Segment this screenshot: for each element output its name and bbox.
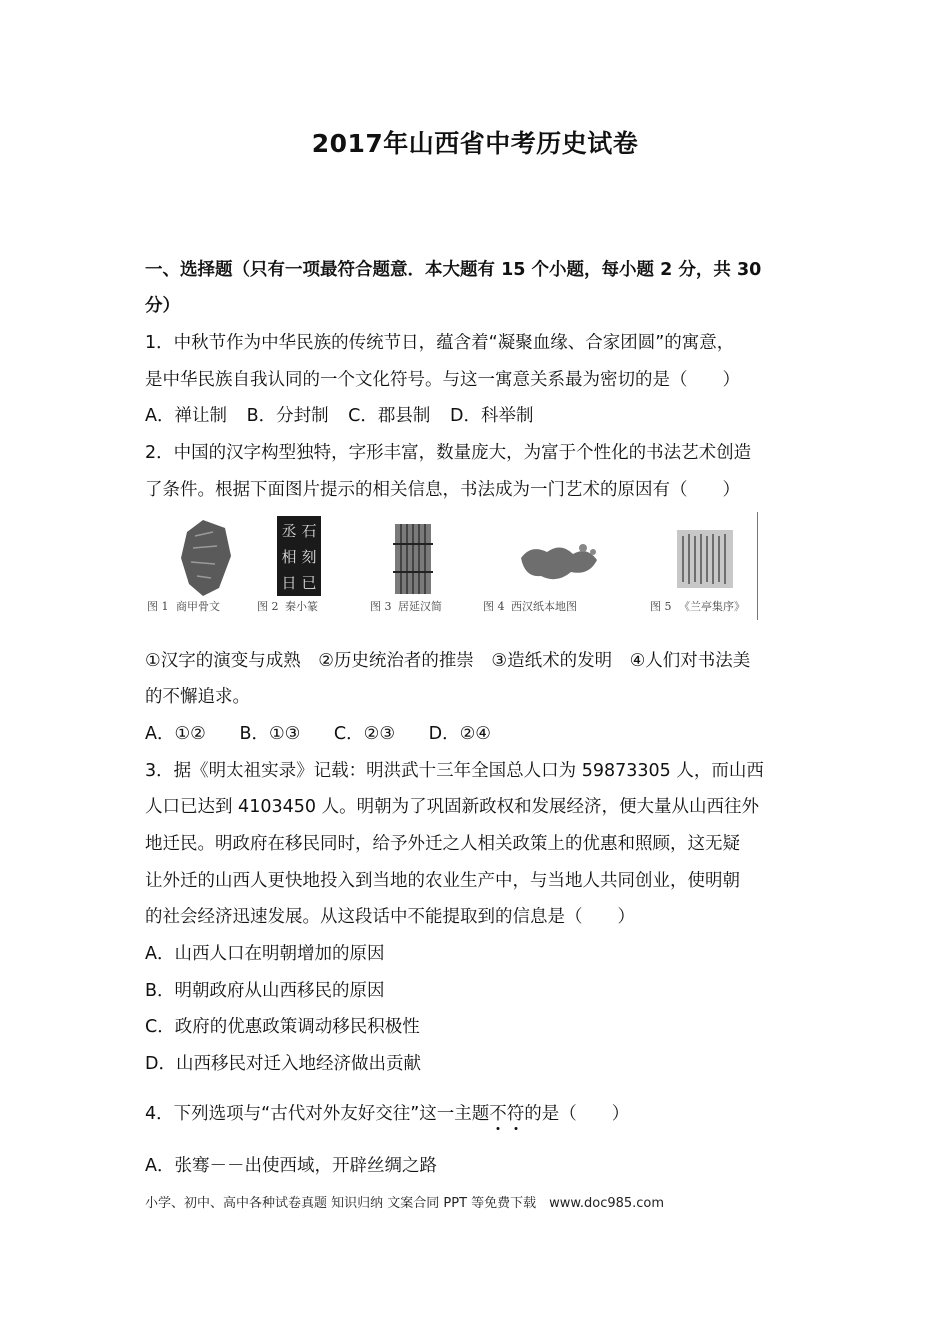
seal-char: 已 (301, 574, 317, 592)
oracle-bone-image (173, 518, 235, 602)
fig3-caption: 居延汉简 (398, 600, 442, 613)
q2-option-a: A．①② (145, 724, 206, 744)
q3-option-a: A．山西人口在明朝增加的原因 (145, 944, 385, 964)
seal-char: 相 (281, 548, 297, 566)
fig1-num: 图 1 (147, 600, 169, 613)
section-heading: 一、选择题（只有一项最符合题意．本大题有 15 个小题，每小题 2 分，共 30 (145, 260, 762, 280)
q4-emphasis-char: 不 (489, 1104, 507, 1124)
bamboo-slips-image (393, 522, 433, 600)
q1-option-d: D．科举制 (449, 406, 534, 426)
fig2-caption: 秦小篆 (285, 600, 318, 613)
fig4-caption: 西汉纸本地图 (511, 600, 577, 613)
fig2-num: 图 2 (257, 600, 279, 613)
q4-emphasis-char: 符 (506, 1104, 525, 1124)
fig5-caption: 《兰亭集序》 (679, 600, 745, 613)
q2-stem: 2．中国的汉字构型独特，字形丰富，数量庞大，为富于个性化的书法艺术创造 (145, 443, 752, 463)
page-footer: 小学、初中、高中各种试卷真题 知识归纳 文案合同 PPT 等免费下载 www.doc985.com (145, 1196, 665, 1211)
q2-option-b: B．①③ (239, 724, 301, 744)
q3-option-d: D．山西移民对迁入地经济做出贡献 (145, 1054, 421, 1074)
q4-stem-post: 的是（ ） (524, 1104, 630, 1124)
figure-divider (757, 512, 758, 620)
q2-figure-strip (145, 512, 760, 622)
q1-option-c: C．郡县制 (348, 406, 431, 426)
seal-char: 日 (281, 574, 297, 592)
q3-stem-4: 让外迁的山西人更快地投入到当地的农业生产中，与当地人共同创业，使明朝 (145, 871, 740, 891)
q3-stem-3: 地迁民。明政府在移民同时，给予外迁之人相关政策上的优惠和照顾，这无疑 (145, 834, 740, 854)
q1-options (145, 405, 533, 427)
q3-option-b: B．明朝政府从山西移民的原因 (145, 981, 385, 1001)
q2-statements-cont: 的不懈追求。 (145, 687, 250, 707)
q2-option-c: C．②③ (333, 724, 396, 744)
paper-map-image (517, 538, 601, 590)
q2-statements: ①汉字的演变与成熟 ②历史统治者的推崇 ③造纸术的发明 ④人们对书法美 (145, 651, 751, 671)
page-title: 2017年山西省中考历史试卷 (311, 129, 639, 158)
seal-char: 石 (301, 522, 317, 540)
seal-script-image (277, 516, 321, 596)
fig5-num: 图 5 (650, 600, 672, 613)
q4-stem-pre: 4．下列选项与“古代对外友好交往”这一主题 (145, 1104, 490, 1124)
q2-option-d: D．②④ (428, 724, 491, 744)
seal-char: 刻 (301, 548, 317, 566)
q3-stem-2: 人口已达到 4103450 人。明朝为了巩固新政权和发展经济，便大量从山西往外 (145, 797, 760, 817)
section-heading-cont: 分） (145, 296, 180, 316)
fig4-num: 图 4 (483, 600, 505, 613)
lanting-calligraphy-image (677, 530, 733, 588)
q3-stem-5: 的社会经济迅速发展。从这段话中不能提取到的信息是（ ） (145, 907, 635, 927)
fig1-caption: 商甲骨文 (176, 600, 220, 613)
q1-stem-cont: 是中华民族自我认同的一个文化符号。与这一寓意关系最为密切的是（ ） (145, 370, 740, 390)
q3-stem: 3．据《明太祖实录》记载：明洪武十三年全国总人口为 59873305 人，而山西 (145, 761, 764, 781)
q2-options (145, 723, 491, 745)
q2-stem-cont: 了条件。根据下面图片提示的相关信息，书法成为一门艺术的原因有（ ） (145, 480, 740, 500)
q4-stem (145, 1103, 629, 1125)
q3-option-c: C．政府的优惠政策调动移民积极性 (145, 1017, 420, 1037)
q1-stem: 1．中秋节作为中华民族的传统节日，蕴含着“凝聚血缘、合家团圆”的寓意， (145, 333, 735, 353)
q1-option-a: A．禅让制 (145, 406, 227, 426)
seal-char: 丞 (281, 522, 297, 540)
q1-option-b: B．分封制 (246, 406, 329, 426)
fig3-num: 图 3 (370, 600, 392, 613)
q4-option-a: A．张骞－－出使西域，开辟丝绸之路 (145, 1156, 437, 1176)
